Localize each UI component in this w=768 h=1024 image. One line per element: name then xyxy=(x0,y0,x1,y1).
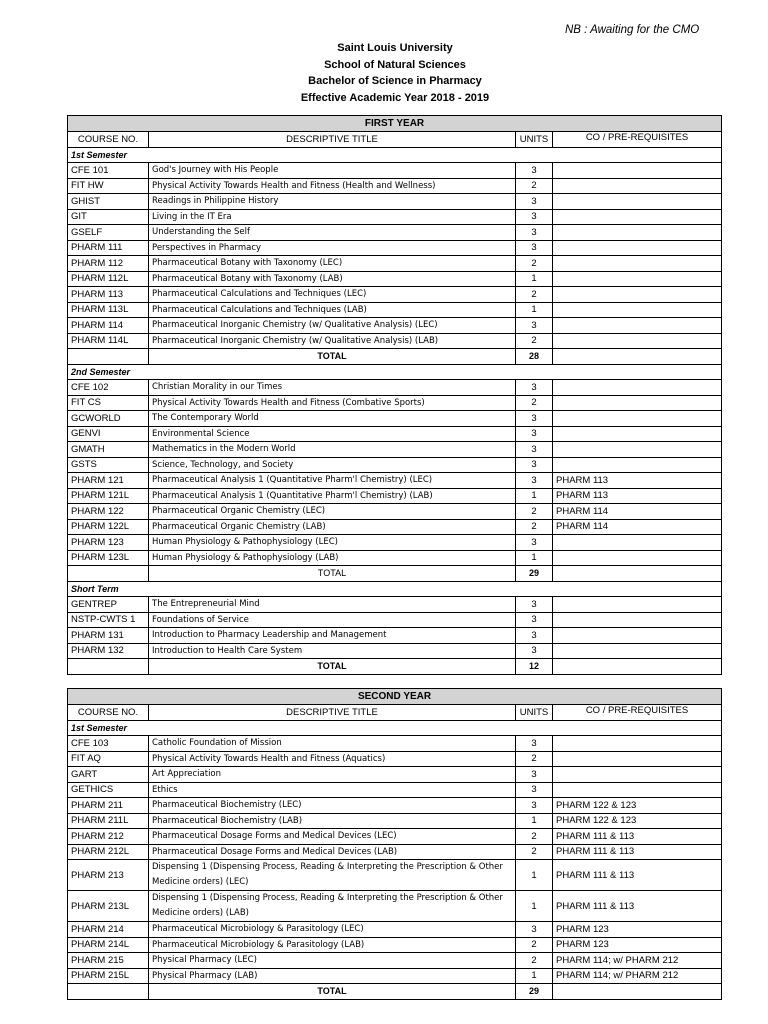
course-prerequisites xyxy=(553,194,722,210)
course-title: Foundations of Service xyxy=(149,612,516,628)
course-code: PHARM 112L xyxy=(68,271,149,287)
course-title: Pharmaceutical Biochemistry (LEC) xyxy=(149,798,516,814)
year-title-row xyxy=(68,689,722,705)
course-code: PHARM 122L xyxy=(68,519,149,535)
term-row xyxy=(68,147,722,163)
course-code: PHARM 214L xyxy=(68,937,149,953)
course-row xyxy=(68,891,722,922)
course-prerequisites xyxy=(553,163,722,179)
course-title: Catholic Foundation of Mission xyxy=(149,736,516,752)
prerequisites-header: CO / PRE-REQUISITES xyxy=(553,705,722,721)
awaiting-cmo-note: NB : Awaiting for the CMO xyxy=(565,24,700,36)
total-row xyxy=(68,984,722,1000)
course-prerequisites xyxy=(553,395,722,411)
first-year-table xyxy=(67,115,722,675)
course-code: PHARM 113L xyxy=(68,302,149,318)
course-units: 2 xyxy=(516,333,553,349)
course-row xyxy=(68,457,722,473)
course-units: 2 xyxy=(516,519,553,535)
course-units: 2 xyxy=(516,395,553,411)
course-title: Pharmaceutical Analysis 1 (Quantitative Pharm'l Chemistry) (LAB) xyxy=(149,488,516,504)
course-code: CFE 101 xyxy=(68,163,149,179)
course-units: 3 xyxy=(516,163,553,179)
year-title: SECOND YEAR xyxy=(68,689,722,705)
course-row xyxy=(68,968,722,984)
course-row xyxy=(68,643,722,659)
course-title: Pharmaceutical Calculations and Techniques (LAB) xyxy=(149,302,516,318)
year-title-row xyxy=(68,116,722,132)
course-code: GCWORLD xyxy=(68,411,149,427)
course-row xyxy=(68,380,722,396)
term-name: 2nd Semester xyxy=(68,364,722,380)
total-spacer xyxy=(553,984,722,1000)
year-title: FIRST YEAR xyxy=(68,116,722,132)
course-title: Christian Morality in our Times xyxy=(149,380,516,396)
course-units: 3 xyxy=(516,628,553,644)
course-title: Pharmaceutical Dosage Forms and Medical Devices (LAB) xyxy=(149,844,516,860)
course-code: PHARM 111 xyxy=(68,240,149,256)
course-row xyxy=(68,550,722,566)
course-units: 3 xyxy=(516,535,553,551)
course-units: 1 xyxy=(516,813,553,829)
term-name: Short Term xyxy=(68,581,722,597)
course-units: 2 xyxy=(516,287,553,303)
course-row xyxy=(68,333,722,349)
term-row xyxy=(68,364,722,380)
total-row xyxy=(68,659,722,675)
course-units: 2 xyxy=(516,751,553,767)
course-units: 1 xyxy=(516,302,553,318)
course-row xyxy=(68,225,722,241)
course-title: Pharmaceutical Dosage Forms and Medical Devices (LEC) xyxy=(149,829,516,845)
program-name: Bachelor of Science in Pharmacy xyxy=(308,75,482,87)
course-title: Physical Activity Towards Health and Fitness (Combative Sports) xyxy=(149,395,516,411)
course-units: 3 xyxy=(516,380,553,396)
units-header: UNITS xyxy=(516,705,553,721)
course-title: Introduction to Health Care System xyxy=(149,643,516,659)
university-name: Saint Louis University xyxy=(337,42,453,54)
course-units: 3 xyxy=(516,240,553,256)
course-units: 3 xyxy=(516,411,553,427)
course-row xyxy=(68,798,722,814)
course-prerequisites xyxy=(553,442,722,458)
course-code: PHARM 215L xyxy=(68,968,149,984)
course-prerequisites xyxy=(553,751,722,767)
course-code: CFE 102 xyxy=(68,380,149,396)
course-code: PHARM 112 xyxy=(68,256,149,272)
prerequisites-header: CO / PRE-REQUISITES xyxy=(553,132,722,148)
term-name: 1st Semester xyxy=(68,720,722,736)
course-code: PHARM 214 xyxy=(68,922,149,938)
column-header-row xyxy=(68,132,722,148)
course-row xyxy=(68,829,722,845)
course-units: 3 xyxy=(516,457,553,473)
course-units: 1 xyxy=(516,860,553,891)
course-row xyxy=(68,209,722,225)
course-title: Pharmaceutical Inorganic Chemistry (w/ Qualitative Analysis) (LEC) xyxy=(149,318,516,334)
course-title: Pharmaceutical Microbiology & Parasitology (LEC) xyxy=(149,922,516,938)
course-units: 1 xyxy=(516,891,553,922)
total-spacer xyxy=(68,566,149,582)
course-row xyxy=(68,178,722,194)
course-prerequisites xyxy=(553,535,722,551)
course-units: 3 xyxy=(516,473,553,489)
course-code: PHARM 123L xyxy=(68,550,149,566)
course-title: Understanding the Self xyxy=(149,225,516,241)
course-units: 3 xyxy=(516,922,553,938)
total-units: 29 xyxy=(516,984,553,1000)
course-title: Physical Pharmacy (LEC) xyxy=(149,953,516,969)
course-code: GSTS xyxy=(68,457,149,473)
course-row xyxy=(68,504,722,520)
course-title: Human Physiology & Pathophysiology (LAB) xyxy=(149,550,516,566)
course-row xyxy=(68,194,722,210)
course-row xyxy=(68,240,722,256)
total-units: 28 xyxy=(516,349,553,365)
course-title: Mathematics in the Modern World xyxy=(149,442,516,458)
course-prerequisites: PHARM 111 & 113 xyxy=(553,891,722,922)
course-row xyxy=(68,751,722,767)
course-row xyxy=(68,488,722,504)
course-code: PHARM 212 xyxy=(68,829,149,845)
total-spacer xyxy=(68,659,149,675)
course-row xyxy=(68,519,722,535)
course-title: Science, Technology, and Society xyxy=(149,457,516,473)
course-title: Living in the IT Era xyxy=(149,209,516,225)
course-row xyxy=(68,813,722,829)
course-prerequisites xyxy=(553,287,722,303)
total-row xyxy=(68,566,722,582)
course-prerequisites xyxy=(553,302,722,318)
course-code: PHARM 212L xyxy=(68,844,149,860)
course-title: Pharmaceutical Inorganic Chemistry (w/ Qualitative Analysis) (LAB) xyxy=(149,333,516,349)
course-code: PHARM 114 xyxy=(68,318,149,334)
course-row xyxy=(68,395,722,411)
course-row xyxy=(68,860,722,891)
course-row xyxy=(68,318,722,334)
course-units: 3 xyxy=(516,736,553,752)
total-units: 29 xyxy=(516,566,553,582)
course-units: 3 xyxy=(516,209,553,225)
course-code: PHARM 215 xyxy=(68,953,149,969)
course-units: 2 xyxy=(516,256,553,272)
course-code: PHARM 211L xyxy=(68,813,149,829)
course-code: GENTREP xyxy=(68,597,149,613)
course-row xyxy=(68,782,722,798)
course-row xyxy=(68,302,722,318)
course-title: Human Physiology & Pathophysiology (LEC) xyxy=(149,535,516,551)
course-code: CFE 103 xyxy=(68,736,149,752)
course-row xyxy=(68,767,722,783)
course-prerequisites: PHARM 123 xyxy=(553,937,722,953)
course-title: Pharmaceutical Biochemistry (LAB) xyxy=(149,813,516,829)
course-title: Physical Activity Towards Health and Fitness (Aquatics) xyxy=(149,751,516,767)
column-header-row xyxy=(68,705,722,721)
course-prerequisites xyxy=(553,782,722,798)
course-prerequisites xyxy=(553,271,722,287)
course-title: Pharmaceutical Organic Chemistry (LEC) xyxy=(149,504,516,520)
course-code: GENVI xyxy=(68,426,149,442)
course-units: 1 xyxy=(516,550,553,566)
course-prerequisites: PHARM 114 xyxy=(553,519,722,535)
total-label: TOTAL xyxy=(149,349,516,365)
course-title: Dispensing 1 (Dispensing Process, Reading & Interpreting the Prescription & Other Medicine orders) (LEC) xyxy=(149,860,516,891)
total-spacer xyxy=(68,984,149,1000)
course-units: 3 xyxy=(516,318,553,334)
course-title: Pharmaceutical Calculations and Techniques (LEC) xyxy=(149,287,516,303)
course-row xyxy=(68,473,722,489)
course-units: 2 xyxy=(516,504,553,520)
course-title: Physical Activity Towards Health and Fitness (Health and Wellness) xyxy=(149,178,516,194)
course-code: PHARM 131 xyxy=(68,628,149,644)
term-row xyxy=(68,720,722,736)
course-code: PHARM 114L xyxy=(68,333,149,349)
course-row xyxy=(68,287,722,303)
course-code: PHARM 121L xyxy=(68,488,149,504)
course-units: 2 xyxy=(516,937,553,953)
course-units: 1 xyxy=(516,271,553,287)
course-no-header: COURSE NO. xyxy=(68,132,149,148)
course-code: PHARM 122 xyxy=(68,504,149,520)
course-row xyxy=(68,256,722,272)
course-prerequisites xyxy=(553,256,722,272)
units-header: UNITS xyxy=(516,132,553,148)
total-units: 12 xyxy=(516,659,553,675)
course-title: Art Appreciation xyxy=(149,767,516,783)
course-code: GSELF xyxy=(68,225,149,241)
course-units: 2 xyxy=(516,178,553,194)
course-title: Pharmaceutical Organic Chemistry (LAB) xyxy=(149,519,516,535)
course-prerequisites xyxy=(553,457,722,473)
course-prerequisites xyxy=(553,426,722,442)
course-code: FIT CS xyxy=(68,395,149,411)
course-prerequisites xyxy=(553,736,722,752)
course-no-header: COURSE NO. xyxy=(68,705,149,721)
course-units: 3 xyxy=(516,442,553,458)
course-prerequisites xyxy=(553,333,722,349)
course-row xyxy=(68,736,722,752)
course-prerequisites xyxy=(553,597,722,613)
course-code: FIT AQ xyxy=(68,751,149,767)
course-title: Dispensing 1 (Dispensing Process, Reading & Interpreting the Prescription & Other Medicine orders) (LAB) xyxy=(149,891,516,922)
term-row xyxy=(68,581,722,597)
course-prerequisites xyxy=(553,240,722,256)
course-row xyxy=(68,271,722,287)
course-title: The Contemporary World xyxy=(149,411,516,427)
course-code: GIT xyxy=(68,209,149,225)
course-units: 3 xyxy=(516,767,553,783)
course-prerequisites xyxy=(553,550,722,566)
course-title: Pharmaceutical Botany with Taxonomy (LEC) xyxy=(149,256,516,272)
course-units: 3 xyxy=(516,597,553,613)
total-label: TOTAL xyxy=(149,984,516,1000)
course-row xyxy=(68,411,722,427)
course-code: NSTP-CWTS 1 xyxy=(68,612,149,628)
course-row xyxy=(68,442,722,458)
course-units: 3 xyxy=(516,798,553,814)
course-code: PHARM 121 xyxy=(68,473,149,489)
course-row xyxy=(68,163,722,179)
effective-year: Effective Academic Year 2018 - 2019 xyxy=(300,91,490,104)
course-title: The Entrepreneurial Mind xyxy=(149,597,516,613)
descriptive-title-header: DESCRIPTIVE TITLE xyxy=(149,705,516,721)
course-title: Physical Pharmacy (LAB) xyxy=(149,968,516,984)
total-row xyxy=(68,349,722,365)
course-units: 3 xyxy=(516,612,553,628)
course-code: GART xyxy=(68,767,149,783)
course-prerequisites xyxy=(553,767,722,783)
course-prerequisites xyxy=(553,380,722,396)
course-units: 2 xyxy=(516,953,553,969)
course-units: 3 xyxy=(516,194,553,210)
course-prerequisites xyxy=(553,612,722,628)
total-spacer xyxy=(553,566,722,582)
course-row xyxy=(68,628,722,644)
course-row xyxy=(68,922,722,938)
course-units: 1 xyxy=(516,968,553,984)
course-code: PHARM 132 xyxy=(68,643,149,659)
course-title: Introduction to Pharmacy Leadership and Management xyxy=(149,628,516,644)
course-row xyxy=(68,426,722,442)
course-code: FIT HW xyxy=(68,178,149,194)
course-row xyxy=(68,597,722,613)
course-code: GMATH xyxy=(68,442,149,458)
course-title: God's Journey with His People xyxy=(149,163,516,179)
course-prerequisites: PHARM 111 & 113 xyxy=(553,829,722,845)
course-units: 3 xyxy=(516,225,553,241)
course-code: PHARM 213L xyxy=(68,891,149,922)
second-year-table xyxy=(67,688,722,1000)
course-prerequisites xyxy=(553,318,722,334)
course-row xyxy=(68,535,722,551)
course-title: Pharmaceutical Botany with Taxonomy (LAB) xyxy=(149,271,516,287)
course-title: Pharmaceutical Analysis 1 (Quantitative Pharm'l Chemistry) (LEC) xyxy=(149,473,516,489)
course-prerequisites xyxy=(553,411,722,427)
total-spacer xyxy=(68,349,149,365)
course-row xyxy=(68,612,722,628)
course-code: PHARM 113 xyxy=(68,287,149,303)
course-code: PHARM 123 xyxy=(68,535,149,551)
course-prerequisites xyxy=(553,643,722,659)
course-units: 3 xyxy=(516,643,553,659)
course-row xyxy=(68,844,722,860)
school-name: School of Natural Sciences xyxy=(324,58,466,71)
course-prerequisites: PHARM 114; w/ PHARM 212 xyxy=(553,968,722,984)
course-prerequisites xyxy=(553,225,722,241)
course-title: Ethics xyxy=(149,782,516,798)
course-prerequisites: PHARM 111 & 113 xyxy=(553,844,722,860)
total-spacer xyxy=(553,349,722,365)
course-units: 3 xyxy=(516,782,553,798)
course-units: 1 xyxy=(516,488,553,504)
course-units: 2 xyxy=(516,829,553,845)
course-prerequisites xyxy=(553,209,722,225)
course-title: Pharmaceutical Microbiology & Parasitology (LAB) xyxy=(149,937,516,953)
course-prerequisites: PHARM 114; w/ PHARM 212 xyxy=(553,953,722,969)
course-row xyxy=(68,953,722,969)
course-row xyxy=(68,937,722,953)
course-code: GHIST xyxy=(68,194,149,210)
course-prerequisites: PHARM 114 xyxy=(553,504,722,520)
descriptive-title-header: DESCRIPTIVE TITLE xyxy=(149,132,516,148)
course-units: 3 xyxy=(516,426,553,442)
course-prerequisites: PHARM 113 xyxy=(553,473,722,489)
total-label: TOTAL xyxy=(149,566,516,582)
course-prerequisites: PHARM 123 xyxy=(553,922,722,938)
course-prerequisites: PHARM 122 & 123 xyxy=(553,813,722,829)
course-title: Readings in Philippine History xyxy=(149,194,516,210)
course-prerequisites xyxy=(553,178,722,194)
course-prerequisites: PHARM 111 & 113 xyxy=(553,860,722,891)
term-name: 1st Semester xyxy=(68,147,722,163)
total-spacer xyxy=(553,659,722,675)
course-code: GETHICS xyxy=(68,782,149,798)
course-prerequisites: PHARM 113 xyxy=(553,488,722,504)
course-units: 2 xyxy=(516,844,553,860)
course-title: Perspectives in Pharmacy xyxy=(149,240,516,256)
course-prerequisites xyxy=(553,628,722,644)
total-label: TOTAL xyxy=(149,659,516,675)
document-header xyxy=(0,40,768,106)
course-title: Environmental Science xyxy=(149,426,516,442)
course-prerequisites: PHARM 122 & 123 xyxy=(553,798,722,814)
course-code: PHARM 211 xyxy=(68,798,149,814)
course-code: PHARM 213 xyxy=(68,860,149,891)
